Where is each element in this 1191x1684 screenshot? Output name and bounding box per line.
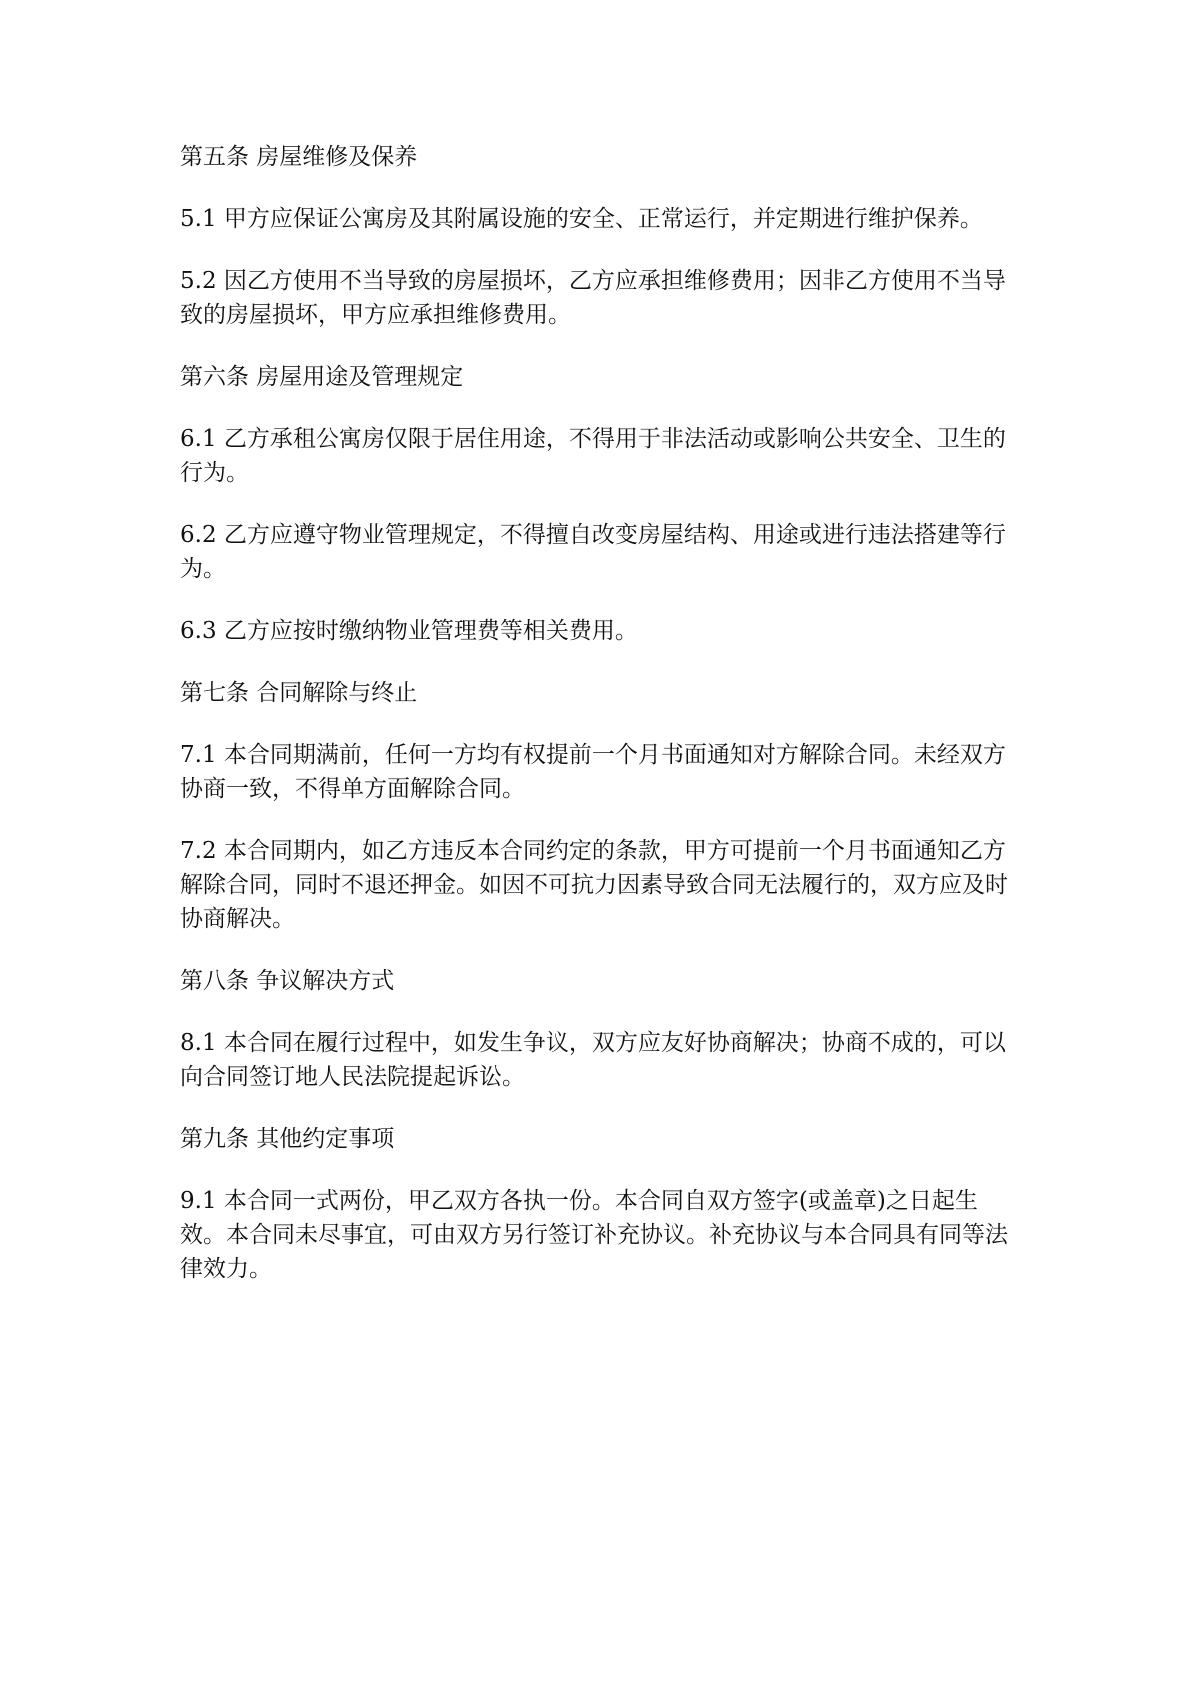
- section-heading-9: 第九条 其他约定事项: [180, 1126, 395, 1152]
- document-body: [180, 140, 1020, 1314]
- section-heading-7: 第七条 合同解除与终止: [180, 680, 418, 706]
- clause-6-2: 6.2 乙方应遵守物业管理规定，不得擅自改变房屋结构、用途或进行违法搭建等行为。: [180, 522, 1006, 582]
- clause-7-1: 7.1 本合同期满前，任何一方均有权提前一个月书面通知对方解除合同。未经双方协商一致，不得单方面解除合同。: [180, 742, 1006, 802]
- section-heading-8: 第八条 争议解决方式: [180, 968, 395, 994]
- clause-8-1: 8.1 本合同在履行过程中，如发生争议，双方应友好协商解决；协商不成的，可以向合同签订地人民法院提起诉讼。: [180, 1030, 1006, 1090]
- clause-9-1: 9.1 本合同一式两份，甲乙双方各执一份。本合同自双方签字(或盖章)之日起生效。本合同未尽事宜，可由双方另行签订补充协议。补充协议与本合同具有同等法律效力。: [180, 1188, 1008, 1282]
- section-heading-6: 第六条 房屋用途及管理规定: [180, 364, 464, 390]
- clause-6-3: 6.3 乙方应按时缴纳物业管理费等相关费用。: [180, 618, 638, 644]
- clause-7-2: 7.2 本合同期内，如乙方违反本合同约定的条款，甲方可提前一个月书面通知乙方解除合同，同时不退还押金。如因不可抗力因素导致合同无法履行的，双方应及时协商解决。: [180, 838, 1008, 932]
- clause-5-1: 5.1 甲方应保证公寓房及其附属设施的安全、正常运行，并定期进行维护保养。: [180, 206, 983, 232]
- section-heading-5: 第五条 房屋维修及保养: [180, 144, 418, 170]
- clause-5-2: 5.2 因乙方使用不当导致的房屋损坏，乙方应承担维修费用；因非乙方使用不当导致的房屋损坏，甲方应承担维修费用。: [180, 268, 1006, 328]
- clause-6-1: 6.1 乙方承租公寓房仅限于居住用途，不得用于非法活动或影响公共安全、卫生的行为。: [180, 426, 1006, 486]
